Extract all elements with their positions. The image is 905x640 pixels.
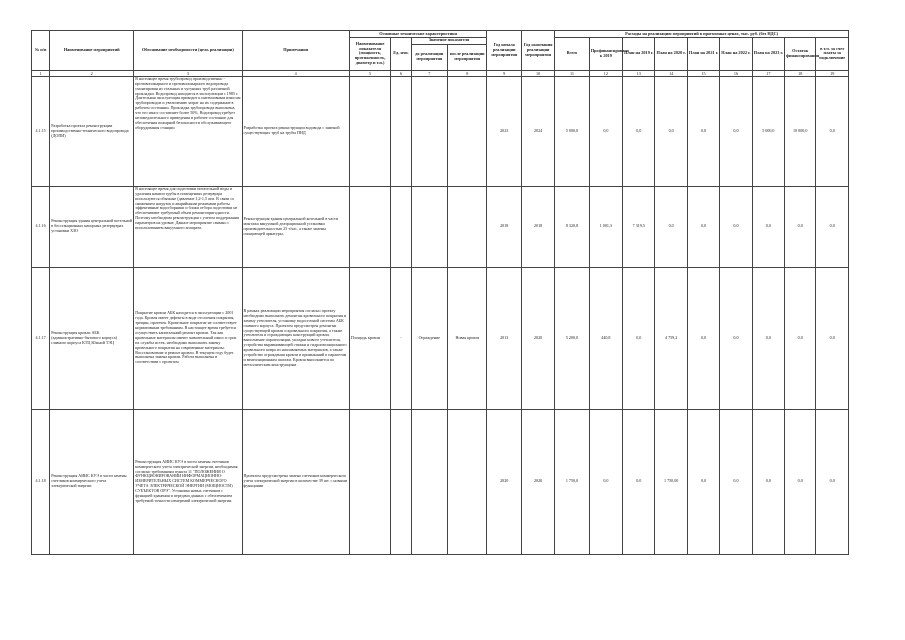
row-notes: Разработка проекта реконструкции водовода с заменой существующих труб на трубы ПНД	[242, 76, 349, 186]
column-number: 2	[50, 70, 134, 76]
row-year-end: 2024	[521, 76, 554, 186]
table-row	[32, 409, 849, 554]
row-remaining: 0,0	[785, 186, 816, 267]
header-incl-payment: в т.ч. за счет платы за подключение	[816, 37, 849, 70]
column-number: 12	[589, 70, 622, 76]
row-total: 5 000,0	[555, 76, 589, 186]
header-plan-2019: План на 2019 г.	[623, 37, 655, 70]
row-before	[411, 409, 447, 554]
column-number: 1	[32, 70, 50, 76]
row-plan-2019: 7 319,5	[623, 186, 655, 267]
header-plan-2023: План на 2023 г.	[752, 37, 784, 70]
row-plan-2022: 0,0	[720, 267, 752, 409]
row-year-end: 2020	[521, 409, 554, 554]
header-values-group: Значение показателя	[411, 37, 487, 44]
row-plan-2020: 0,0	[655, 186, 687, 267]
row-unit	[391, 409, 411, 554]
row-year-start: 2023	[487, 76, 521, 186]
row-unit: -	[391, 267, 411, 409]
table-row	[32, 76, 849, 186]
header-plan-2021: План на 2021 г.	[687, 37, 719, 70]
header-notes: Примечания	[242, 31, 349, 71]
row-year-end: 2018	[521, 186, 554, 267]
header-justification: Обоснование необходимости (цель реализации)	[134, 31, 242, 71]
row-after	[448, 76, 487, 186]
column-number: 14	[655, 70, 687, 76]
row-name: Реконструкция здания центральной котельной в бесстанционных напорных резервуарах установки ХЗО	[50, 186, 134, 267]
header-plan-2022: План на 2022 г.	[720, 37, 752, 70]
row-total: 8 320,8	[555, 186, 589, 267]
row-financed: 0,0	[589, 76, 622, 186]
investment-program-sheet	[31, 30, 849, 555]
column-number: 16	[720, 70, 752, 76]
row-incl-payment: 0,0	[816, 76, 849, 186]
column-number: 4	[242, 70, 349, 76]
row-param	[349, 186, 391, 267]
row-plan-2021: 0,0	[687, 76, 719, 186]
row-plan-2022: 0,0	[720, 186, 752, 267]
measures-table	[31, 30, 849, 555]
column-number: 19	[816, 70, 849, 76]
row-plan-2023: 0,0	[752, 267, 784, 409]
header-year-start: Год начала реализации мероприятия	[487, 31, 521, 71]
row-financed: 0,0	[589, 409, 622, 554]
row-param	[349, 76, 391, 186]
row-plan-2019: 0,0	[623, 409, 655, 554]
row-param: Площадь кровли	[349, 267, 391, 409]
row-total: 5 200,0	[555, 267, 589, 409]
column-number: 18	[785, 70, 816, 76]
column-number: 13	[623, 70, 655, 76]
row-after	[448, 186, 487, 267]
column-number: 10	[521, 70, 554, 76]
row-plan-2023: 5 000,0	[752, 76, 784, 186]
row-remaining: 0,0	[785, 267, 816, 409]
row-year-start: 2013	[487, 267, 521, 409]
column-number: 15	[687, 70, 719, 76]
row-after: Новая кровля	[448, 267, 487, 409]
row-incl-payment: 0,0	[816, 409, 849, 554]
row-total: 1 750,0	[555, 409, 589, 554]
row-incl-payment: 0,0	[816, 186, 849, 267]
column-number: 11	[555, 70, 589, 76]
row-notes: Реконструкция здания центральной котельной в части монтажа вакуумной деаэрационной установки производительностью 25 т/час, а также замены очищающей арматуры.	[242, 186, 349, 267]
row-unit	[391, 186, 411, 267]
row-incl-payment: 0,0	[816, 267, 849, 409]
row-financed: 440,8	[589, 267, 622, 409]
row-param	[349, 409, 391, 554]
row-notes: В рамках реализации мероприятия согласно проекту необходимо выполнить демонтаж кровельного покрытия и замену утеплителя, установку водосточной системы АБК главного корпуса. Проектом предусмотрен демонтаж существующей кровли и кровельного покрытия, а также утеплителя и ограждающих конструкций кровли, выполнение пароизоляции, укладки нового утеплителя, устройства выравнивающей стяжки и гидроизоляционного кровельного ковра из наплавляемых материалов, а также устройство ограждения кровли и примыканий к парапетам и вентиляционным шахтам. Кровля выполняется по металлическим конструкциям	[242, 267, 349, 409]
row-plan-2020: 4 759,2	[655, 267, 687, 409]
row-name: Реконструкция АИИС КУЭ в части замены счетчиков коммерческого учета электрической энергии	[50, 409, 134, 554]
row-num: 4.1.15	[32, 76, 50, 186]
row-after	[448, 409, 487, 554]
row-unit	[391, 76, 411, 186]
column-number: 17	[752, 70, 784, 76]
row-name: Разработка проекта реконструкции производственно-технического водопровода (ДОПИ)	[50, 76, 134, 186]
column-number: 8	[448, 70, 487, 76]
column-number: 5	[349, 70, 391, 76]
row-num: 4.1.18	[32, 409, 50, 554]
row-justification: В настоящее время трубопровод производственно - противопожарного и противопожарного водопровода смонтирован из стальных и чугунных труб различной прокладки. Водопровод находится в эксплуатации с 1985 г. Длительная эксплуатация приводит к интенсивным износам трубопроводов и увеличению затрат на их содержание в рабочем состоянии. Прокладка трубопровода выполнена, что его износ составляет более 50%. Водопровод требует незамедлительного приведения в рабочее состояние для обеспечения пожарной безопасности обслуживающего оборудования станции	[134, 76, 242, 186]
row-plan-2021: 0,0	[687, 409, 719, 554]
row-justification: Покрытие кровли АБК находится в эксплуатации с 2001 года. Кровля имеет дефекты в виде отслоения покрытия, трещин, протечек. Кровельное покрытие не соответствует нормативным требованиям. В настоящее время требуется осуществить капитальный ремонт кровли. Так как кровельные материалы имеют значительный износ и срок их службы истек, необходимо выполнить замену кровельного покрытия на современные материалы. Восстановление и ремонт кровли. В текущем году будет выполнена замена кровли. Работа выполнена в соответствии с проектом	[134, 267, 242, 409]
row-remaining: 10 000,0	[785, 76, 816, 186]
row-plan-2023: 0,0	[752, 409, 784, 554]
header-year-end: Год окончания реализации мероприятия	[521, 31, 554, 71]
row-plan-2019: 0,0	[623, 76, 655, 186]
row-plan-2020: 1 750,00	[655, 409, 687, 554]
column-number: 9	[487, 70, 521, 76]
row-year-end: 2020	[521, 267, 554, 409]
row-before	[411, 76, 447, 186]
row-plan-2020: 0,0	[655, 76, 687, 186]
row-plan-2022: 0,0	[720, 76, 752, 186]
header-param-name: Наименование показателя (мощность, протяженность, диаметр и т.п.)	[349, 37, 391, 70]
column-number: 3	[134, 70, 242, 76]
header-plan-2020: План на 2020 г.	[655, 37, 687, 70]
row-justification: Реконструкция АИИС КУЭ в части замены счетчиков коммерческого учета электрической энергии, необходимая согласно требованиям пункта 11 "ПОЛОЖЕНИЯ О ФУНКЦИОНИРОВАНИИ ИНФОРМАЦИОННО-ИЗМЕРИТЕЛЬНЫХ СИСТЕМ КОММЕРЧЕСКОГО УЧЕТА ЭЛЕКТРИЧЕСКОЙ ЭНЕРГИИ (МОЩНОСТИ) СУБЪЕКТОВ ОРЭ". Установка новых счетчиков с функцией хранения и передачи данных с обеспечением требуемой точности измерений электрической энергии.	[134, 409, 242, 554]
header-after: после реализации мероприятия	[448, 44, 487, 70]
column-number: 7	[411, 70, 447, 76]
header-total: Всего	[555, 37, 589, 70]
column-number: 6	[391, 70, 411, 76]
header-financed-2019: Профинансировано к 2019	[589, 37, 622, 70]
row-plan-2022: 0,0	[720, 409, 752, 554]
row-plan-2021: 0,0	[687, 267, 719, 409]
table-row	[32, 186, 849, 267]
header-costs-group: Расходы на реализацию мероприятий в прогнозных ценах, тыс. руб. (без НДС)	[555, 31, 849, 38]
row-num: 4.1.16	[32, 186, 50, 267]
header-tech-group: Основные технические характеристики	[349, 31, 487, 38]
header-num: № п/п	[32, 31, 50, 71]
row-year-start: 2018	[487, 186, 521, 267]
row-plan-2019: 0,0	[623, 267, 655, 409]
row-notes: Проектом предусмотрена замена счетчиков коммерческого учета электрической энергии в количестве 39 шт. с новыми функциями	[242, 409, 349, 554]
row-plan-2023: 0,0	[752, 186, 784, 267]
row-num: 4.1.17	[32, 267, 50, 409]
row-before	[411, 186, 447, 267]
row-before: Ограждение	[411, 267, 447, 409]
row-plan-2021: 0,0	[687, 186, 719, 267]
row-justification: В настоящее время для подготовки питательной воды и удаления накипи трубы в помещениях резервуара используются обычные (давление 1,2-1,5 атм. В связи со снижением нагрузок и аварийными режимами работы эффективные водосборники и блоки отбора подготовки не обеспечивают требуемый объем ремонтопригодности. Поэтому необходима реконструкция с учетом поддержания параметров на уровне. Данное мероприятие связано с использованием вакуумного аппарата.	[134, 186, 242, 267]
header-remaining: Остаток финансирования	[785, 37, 816, 70]
header-before: до реализации мероприятия	[411, 44, 447, 70]
row-year-start: 2020	[487, 409, 521, 554]
header-name: Наименование мероприятий	[50, 31, 134, 71]
row-remaining: 0,0	[785, 409, 816, 554]
table-row	[32, 267, 849, 409]
row-name: Реконструкция кровли АБК (административно-бытового корпуса) главного корпуса КТЦ Южной ТЭЦ	[50, 267, 134, 409]
row-financed: 1 001,3	[589, 186, 622, 267]
header-unit: Ед. изм.	[391, 37, 411, 70]
